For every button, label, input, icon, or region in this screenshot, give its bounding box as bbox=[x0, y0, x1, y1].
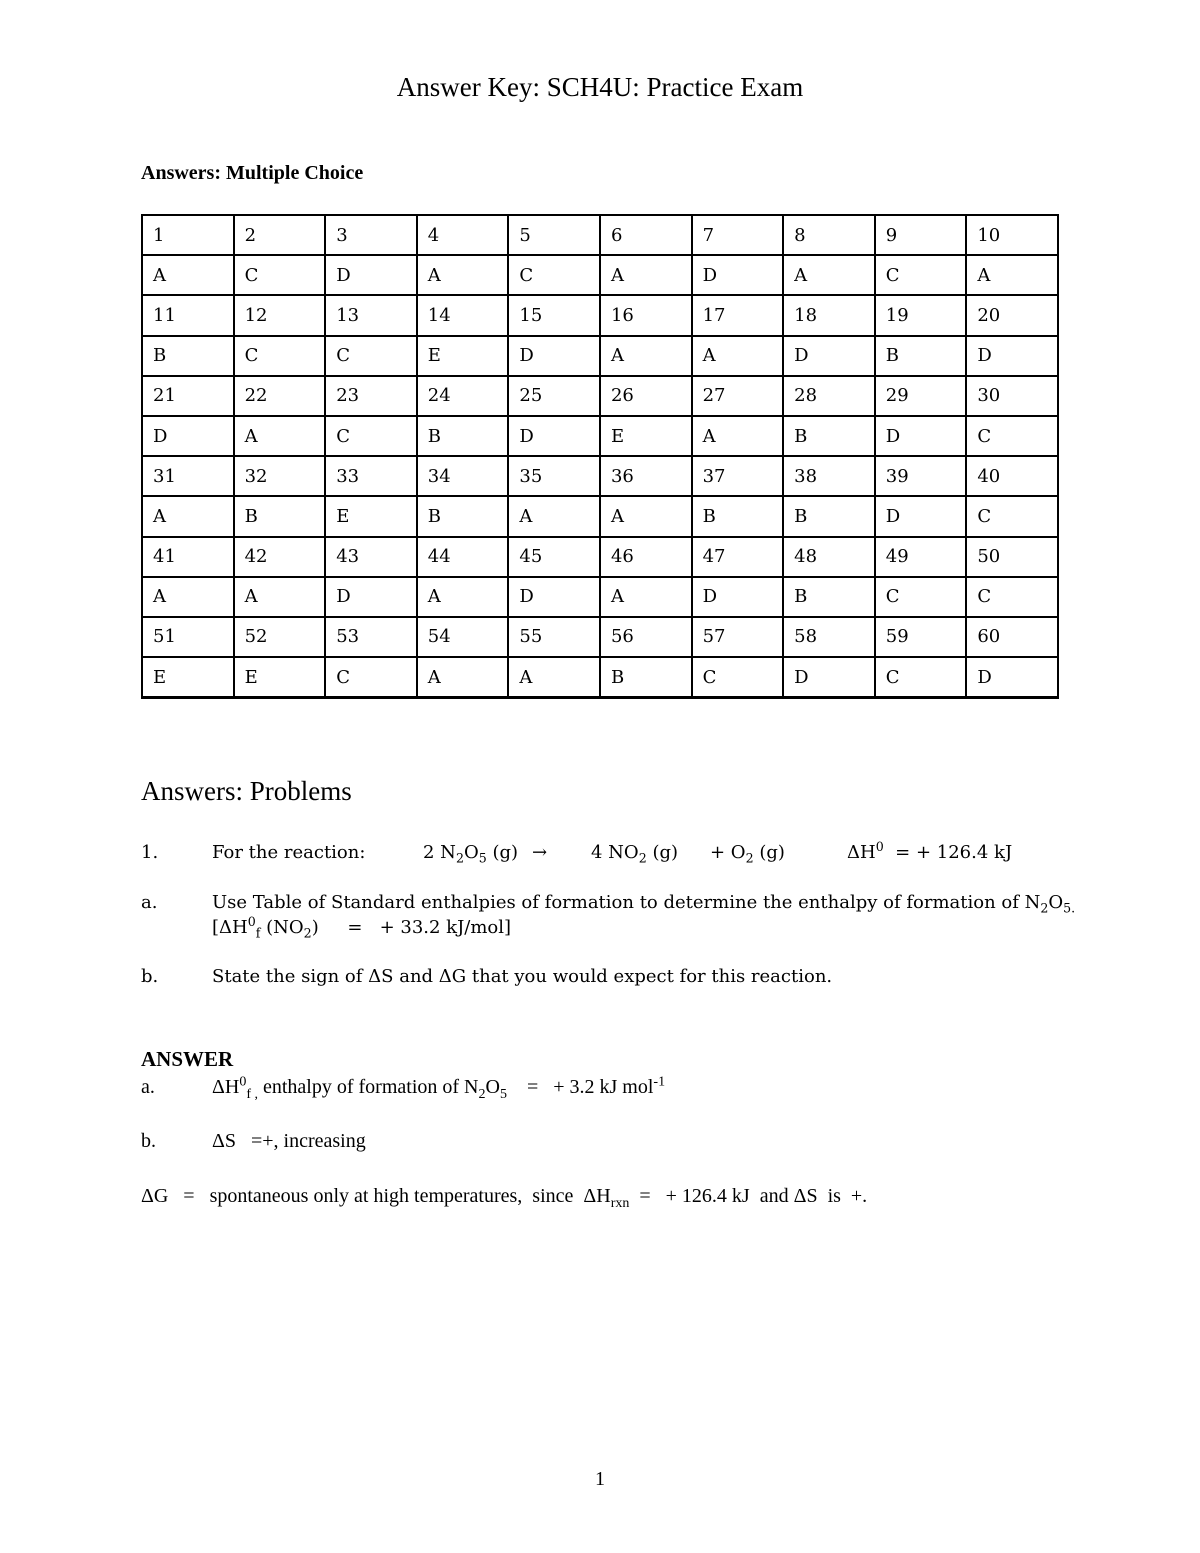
part-b-text: State the sign of ΔS and ΔG that you would expect for this reaction. bbox=[212, 966, 833, 987]
question-number-cell: 48 bbox=[783, 537, 875, 577]
answer-cell: D bbox=[966, 336, 1058, 376]
answer-cell: A bbox=[508, 496, 600, 536]
answer-cell: D bbox=[325, 255, 417, 295]
answer-cell: D bbox=[692, 577, 784, 617]
arrow-icon: → bbox=[532, 842, 548, 863]
answer-cell: A bbox=[600, 255, 692, 295]
mc-heading: Answers: Multiple Choice bbox=[141, 162, 364, 184]
question-number-cell: 44 bbox=[417, 537, 509, 577]
answer-heading: ANSWER bbox=[141, 1047, 234, 1071]
question-1-intro: For the reaction: bbox=[212, 842, 366, 863]
answer-a-label: a. bbox=[141, 1076, 155, 1098]
question-number-cell: 54 bbox=[417, 617, 509, 657]
question-number-cell: 59 bbox=[875, 617, 967, 657]
answer-cell: E bbox=[142, 657, 234, 698]
answer-cell: C bbox=[325, 336, 417, 376]
question-number-cell: 17 bbox=[692, 295, 784, 335]
question-number-cell: 52 bbox=[234, 617, 326, 657]
question-number-cell: 28 bbox=[783, 376, 875, 416]
answer-cell: B bbox=[783, 496, 875, 536]
question-number-cell: 2 bbox=[234, 215, 326, 255]
question-number-row bbox=[142, 456, 1058, 496]
question-number-cell: 15 bbox=[508, 295, 600, 335]
question-number-cell: 40 bbox=[966, 456, 1058, 496]
question-number-cell: 42 bbox=[234, 537, 326, 577]
question-number-cell: 10 bbox=[966, 215, 1058, 255]
answer-cell: A bbox=[234, 416, 326, 456]
answer-cell: A bbox=[417, 255, 509, 295]
page-title: Answer Key: SCH4U: Practice Exam bbox=[396, 72, 804, 102]
question-number-cell: 13 bbox=[325, 295, 417, 335]
answer-cell: B bbox=[142, 336, 234, 376]
reaction-reactant: 2 $N_2O_5$ (g) bbox=[423, 842, 519, 866]
question-number-cell: 20 bbox=[966, 295, 1058, 335]
answer-cell: D bbox=[783, 657, 875, 698]
question-number-row bbox=[142, 537, 1058, 577]
question-number-cell: 41 bbox=[142, 537, 234, 577]
question-number-cell: 29 bbox=[875, 376, 967, 416]
answer-cell: C bbox=[325, 416, 417, 456]
part-a-given: [$\Delta H^0_f$ $(NO_2)$ = + 33.2 kJ/mol] bbox=[212, 914, 512, 941]
question-number-cell: 56 bbox=[600, 617, 692, 657]
answer-cell: E bbox=[234, 657, 326, 698]
question-number-cell: 33 bbox=[325, 456, 417, 496]
answer-cell: D bbox=[142, 416, 234, 456]
page-number: 1 bbox=[595, 1468, 605, 1490]
answer-cell: B bbox=[417, 496, 509, 536]
reaction-enthalpy: $\Delta H^0$ = + 126.4 kJ bbox=[847, 839, 1013, 863]
answer-a-text: $\Delta H^0_{f ,}$ enthalpy of formation of $N_2O_5$ = + 3.2 kJ mol$^{-1}$ bbox=[212, 1074, 666, 1102]
answer-cell: C bbox=[234, 255, 326, 295]
question-number-cell: 60 bbox=[966, 617, 1058, 657]
answer-cell: A bbox=[142, 577, 234, 617]
answer-cell: A bbox=[600, 496, 692, 536]
question-number-row bbox=[142, 295, 1058, 335]
answer-cell: A bbox=[508, 657, 600, 698]
answer-cell: A bbox=[600, 577, 692, 617]
answer-cell: C bbox=[692, 657, 784, 698]
question-number-cell: 39 bbox=[875, 456, 967, 496]
answer-cell: B bbox=[783, 577, 875, 617]
answer-cell: A bbox=[142, 496, 234, 536]
answer-cell: C bbox=[875, 255, 967, 295]
question-number-cell: 6 bbox=[600, 215, 692, 255]
part-b-label: b. bbox=[141, 966, 159, 987]
question-number-cell: 7 bbox=[692, 215, 784, 255]
answer-cell: A bbox=[417, 657, 509, 698]
answer-cell: D bbox=[875, 496, 967, 536]
question-number-cell: 45 bbox=[508, 537, 600, 577]
answer-cell: B bbox=[783, 416, 875, 456]
answer-cell: C bbox=[875, 657, 967, 698]
answer-cell: D bbox=[508, 577, 600, 617]
answer-cell: C bbox=[966, 416, 1058, 456]
answer-cell: A bbox=[692, 336, 784, 376]
question-number-cell: 21 bbox=[142, 376, 234, 416]
reaction-product-1: 4 $NO_2$ (g) bbox=[591, 842, 679, 866]
question-number-cell: 4 bbox=[417, 215, 509, 255]
answer-cell: B bbox=[692, 496, 784, 536]
question-number-cell: 14 bbox=[417, 295, 509, 335]
question-number-cell: 5 bbox=[508, 215, 600, 255]
answer-cell: D bbox=[692, 255, 784, 295]
answer-cell: D bbox=[325, 577, 417, 617]
answer-b-text: ΔS =+, increasing bbox=[212, 1130, 366, 1152]
answer-cell: B bbox=[875, 336, 967, 376]
answer-row bbox=[142, 496, 1058, 536]
question-number-row bbox=[142, 215, 1058, 255]
answer-cell: D bbox=[875, 416, 967, 456]
answer-cell: A bbox=[234, 577, 326, 617]
answer-b-label: b. bbox=[141, 1130, 156, 1152]
question-number-cell: 55 bbox=[508, 617, 600, 657]
answer-row bbox=[142, 255, 1058, 295]
answer-cell: B bbox=[417, 416, 509, 456]
question-number-cell: 23 bbox=[325, 376, 417, 416]
question-number-cell: 37 bbox=[692, 456, 784, 496]
question-number-cell: 19 bbox=[875, 295, 967, 335]
reaction-product-2: + $O_2$ (g) bbox=[710, 842, 785, 866]
answer-cell: A bbox=[966, 255, 1058, 295]
question-number-cell: 9 bbox=[875, 215, 967, 255]
answer-cell: C bbox=[508, 255, 600, 295]
question-number-cell: 50 bbox=[966, 537, 1058, 577]
question-number-cell: 22 bbox=[234, 376, 326, 416]
answer-cell: A bbox=[600, 336, 692, 376]
question-number-cell: 27 bbox=[692, 376, 784, 416]
question-number-row bbox=[142, 376, 1058, 416]
answer-cell: B bbox=[600, 657, 692, 698]
answer-row bbox=[142, 416, 1058, 456]
question-number-cell: 47 bbox=[692, 537, 784, 577]
question-number-cell: 16 bbox=[600, 295, 692, 335]
question-number-cell: 12 bbox=[234, 295, 326, 335]
question-number-cell: 43 bbox=[325, 537, 417, 577]
question-number-cell: 38 bbox=[783, 456, 875, 496]
question-number-cell: 32 bbox=[234, 456, 326, 496]
question-number-row bbox=[142, 617, 1058, 657]
question-number-cell: 24 bbox=[417, 376, 509, 416]
answer-cell: A bbox=[417, 577, 509, 617]
answer-cell: D bbox=[783, 336, 875, 376]
question-number-cell: 46 bbox=[600, 537, 692, 577]
answer-cell: E bbox=[417, 336, 509, 376]
question-number-cell: 3 bbox=[325, 215, 417, 255]
question-number-cell: 58 bbox=[783, 617, 875, 657]
answer-table bbox=[141, 214, 1059, 699]
answer-cell: D bbox=[508, 416, 600, 456]
answer-row bbox=[142, 657, 1058, 698]
answer-cell: B bbox=[234, 496, 326, 536]
answer-cell: D bbox=[508, 336, 600, 376]
question-number-cell: 57 bbox=[692, 617, 784, 657]
question-number-cell: 49 bbox=[875, 537, 967, 577]
answer-cell: A bbox=[692, 416, 784, 456]
question-number-cell: 34 bbox=[417, 456, 509, 496]
answer-cell: C bbox=[966, 577, 1058, 617]
question-number-cell: 53 bbox=[325, 617, 417, 657]
answer-row bbox=[142, 336, 1058, 376]
question-number-cell: 30 bbox=[966, 376, 1058, 416]
question-number-cell: 1 bbox=[142, 215, 234, 255]
answer-cell: A bbox=[142, 255, 234, 295]
answer-g-text: ΔG = spontaneous only at high temperatures, since $\Delta H_{rxn}$ = + 126.4 kJ and ΔS is +. bbox=[141, 1185, 868, 1211]
question-number-cell: 51 bbox=[142, 617, 234, 657]
answer-cell: C bbox=[325, 657, 417, 698]
answer-cell: A bbox=[783, 255, 875, 295]
answer-cell: E bbox=[325, 496, 417, 536]
question-number-cell: 31 bbox=[142, 456, 234, 496]
answer-cell: C bbox=[234, 336, 326, 376]
question-1-number: 1. bbox=[141, 842, 159, 863]
question-number-cell: 36 bbox=[600, 456, 692, 496]
question-number-cell: 26 bbox=[600, 376, 692, 416]
question-number-cell: 8 bbox=[783, 215, 875, 255]
question-number-cell: 25 bbox=[508, 376, 600, 416]
question-number-cell: 35 bbox=[508, 456, 600, 496]
question-number-cell: 18 bbox=[783, 295, 875, 335]
question-number-cell: 11 bbox=[142, 295, 234, 335]
part-a-text: Use Table of Standard enthalpies of formation to determine the enthalpy of formation of $N_2O_{5.}$ bbox=[212, 892, 1076, 916]
answer-cell: C bbox=[966, 496, 1058, 536]
part-a-label: a. bbox=[141, 892, 158, 913]
answer-cell: C bbox=[875, 577, 967, 617]
answer-cell: D bbox=[966, 657, 1058, 698]
problems-heading: Answers: Problems bbox=[141, 776, 352, 806]
answer-cell: E bbox=[600, 416, 692, 456]
answer-row bbox=[142, 577, 1058, 617]
